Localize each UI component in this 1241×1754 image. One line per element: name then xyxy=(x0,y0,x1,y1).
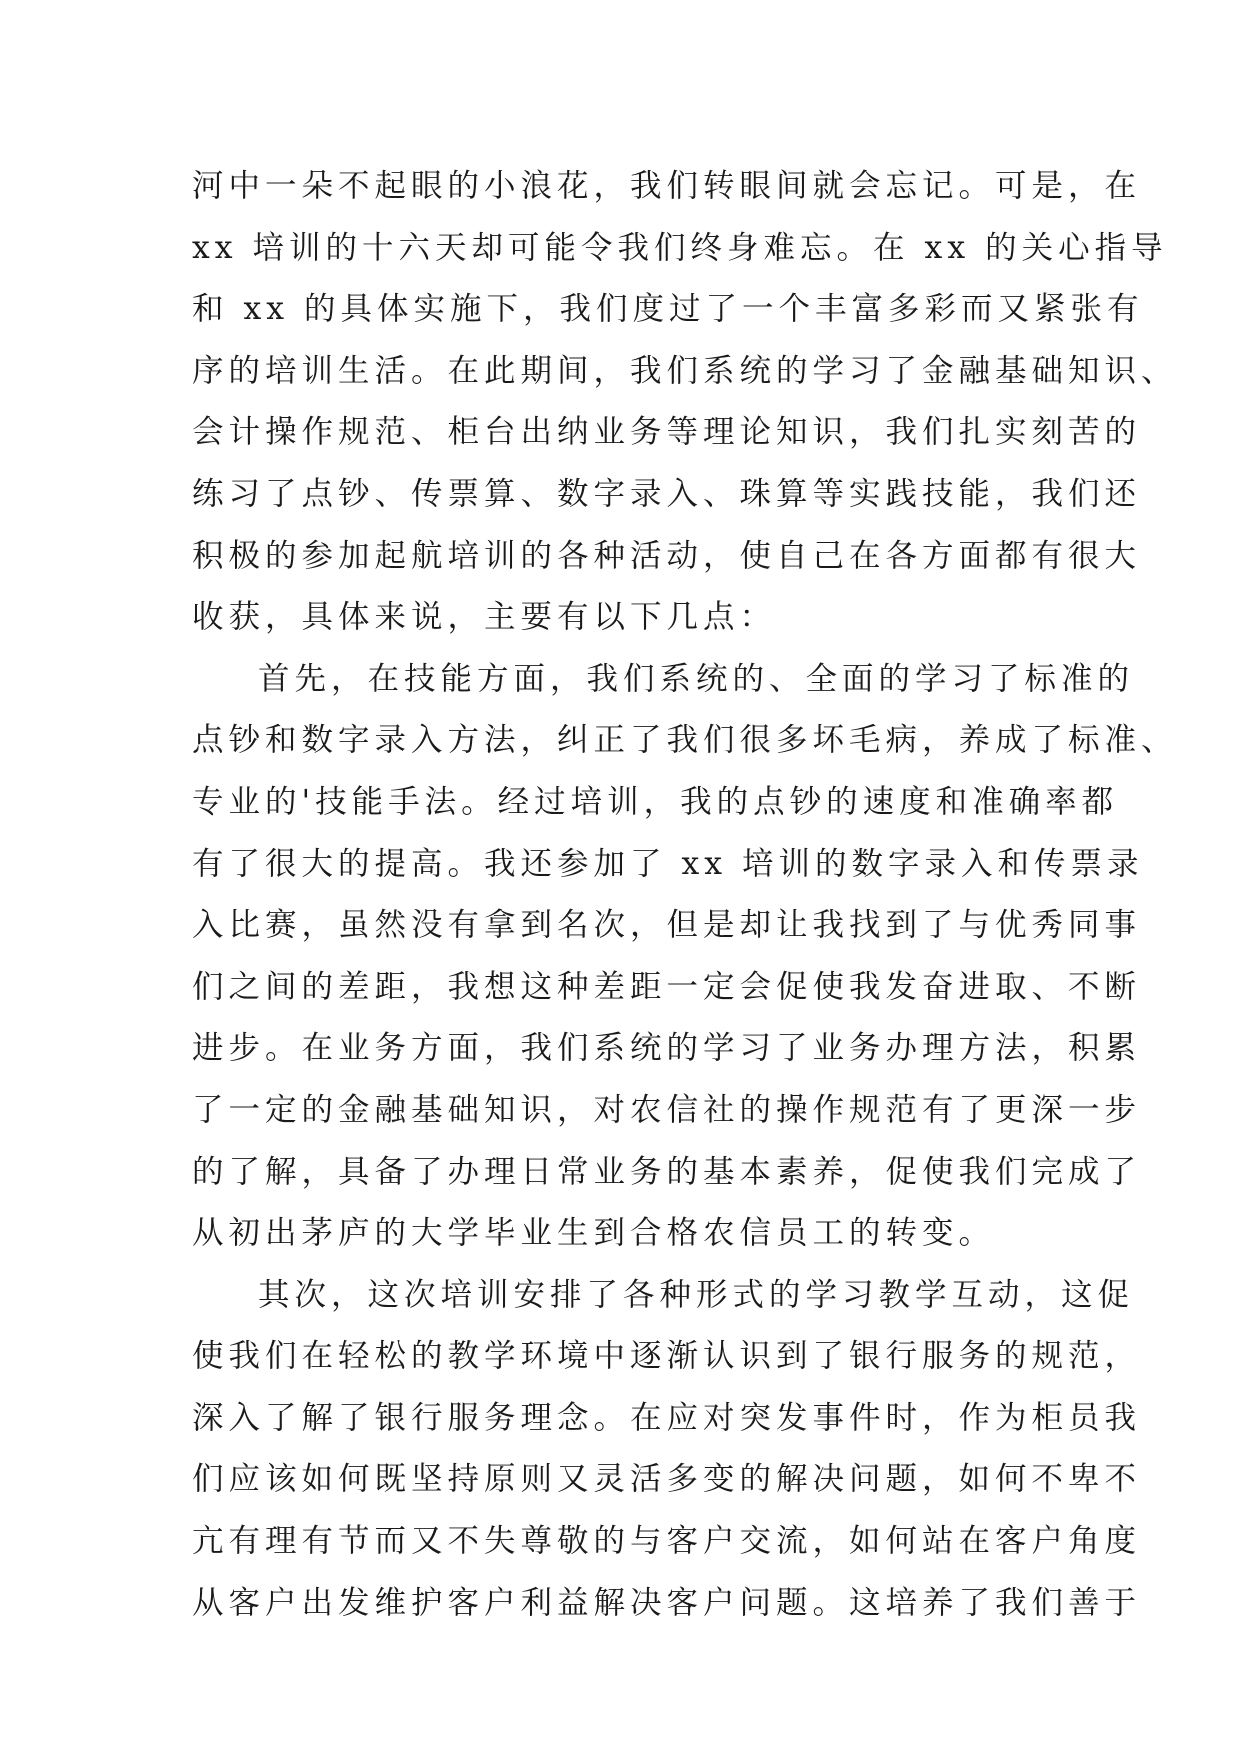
body-text xyxy=(192,156,1178,1634)
text-line: 首先，在技能方面，我们系统的、全面的学习了标准的 xyxy=(258,660,1135,697)
text-line: 收获，具体来说，主要有以下几点： xyxy=(192,599,777,636)
text-line: 了一定的金融基础知识，对农信社的操作规范有了更深一步 xyxy=(192,1091,1142,1128)
text-line: 们之间的差距，我想这种差距一定会促使我发奋进取、不断 xyxy=(192,968,1142,1005)
text-line: 深入了解了银行服务理念。在应对突发事件时，作为柜员我 xyxy=(192,1399,1142,1436)
text-line: 从初出茅庐的大学毕业生到合格农信员工的转变。 xyxy=(192,1215,996,1252)
text-line: 其次，这次培训安排了各种形式的学习教学互动，这促 xyxy=(258,1276,1135,1313)
text-line: 点钞和数字录入方法，纠正了我们很多坏毛病，养成了标准、 xyxy=(192,722,1178,759)
text-line: 的了解，具备了办理日常业务的基本素养，促使我们完成了 xyxy=(192,1153,1142,1190)
text-line: 练习了点钞、传票算、数字录入、珠算等实践技能，我们还 xyxy=(192,475,1142,512)
text-line: 积极的参加起航培训的各种活动，使自己在各方面都有很大 xyxy=(192,537,1142,574)
text-line: 专业的'技能手法。经过培训，我的点钞的速度和准确率都 xyxy=(192,783,1119,820)
text-line: 亢有理有节而又不失尊敬的与客户交流，如何站在客户角度 xyxy=(192,1523,1142,1560)
text-line: 使我们在轻松的教学环境中逐渐认识到了银行服务的规范， xyxy=(192,1338,1142,1375)
text-line: 和 xx 的具体实施下，我们度过了一个丰富多彩而又紧张有 xyxy=(192,291,1144,328)
text-line: 进步。在业务方面，我们系统的学习了业务办理方法，积累 xyxy=(192,1030,1142,1067)
text-line: 从客户出发维护客户利益解决客户问题。这培养了我们善于 xyxy=(192,1584,1142,1621)
text-line: 会计操作规范、柜台出纳业务等理论知识，我们扎实刻苦的 xyxy=(192,414,1142,451)
text-line: 们应该如何既坚持原则又灵活多变的解决问题，如何不卑不 xyxy=(192,1461,1142,1498)
text-line: 河中一朵不起眼的小浪花，我们转眼间就会忘记。可是，在 xyxy=(192,168,1142,204)
text-line: 序的培训生活。在此期间，我们系统的学习了金融基础知识、 xyxy=(192,352,1178,389)
text-line: xx 培训的十六天却可能令我们终身难忘。在 xx 的关心指导 xyxy=(192,229,1168,266)
text-line: 有了很大的提高。我还参加了 xx 培训的数字录入和传票录 xyxy=(192,845,1144,882)
text-line: 入比赛，虽然没有拿到名次，但是却让我找到了与优秀同事 xyxy=(192,907,1142,944)
